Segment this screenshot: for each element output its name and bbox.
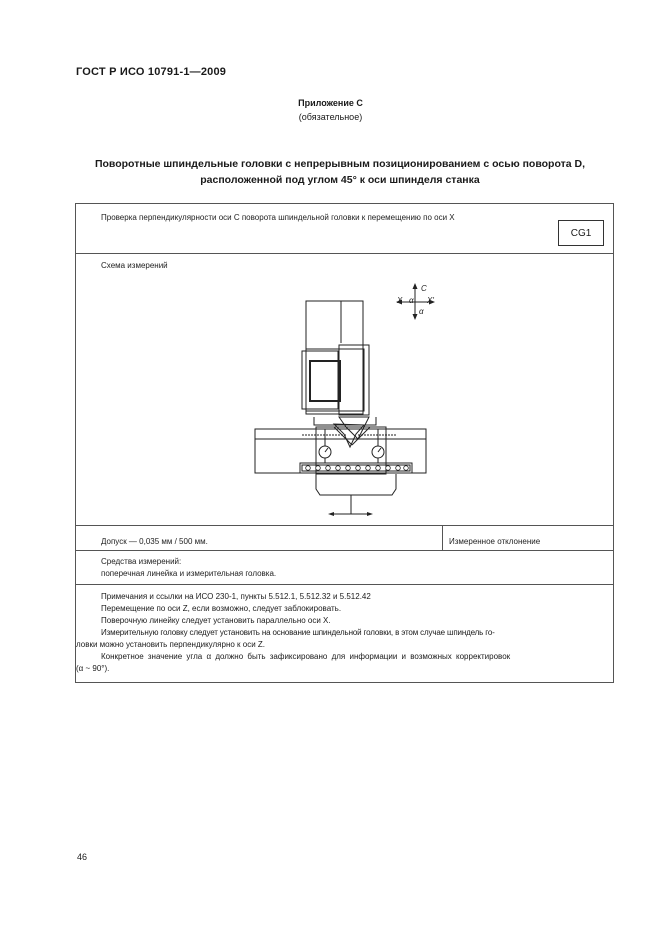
notes-block [76,591,601,675]
standard-header: ГОСТ Р ИСО 10791-1—2009 [76,66,227,78]
check-table [75,203,614,683]
note-line: Перемещение по оси Z, если возможно, следует заблокировать. [101,604,342,613]
instruments-title: Средства измерений: [101,557,182,566]
note-line: Конкретное значение угла α должно быть зафиксировано для информации и возможных корректировок [101,652,511,661]
table-divider [76,525,613,526]
note-line: Примечания и ссылки на ИСО 230-1, пункты 5.512.1, 5.512.32 и 5.512.42 [101,592,371,601]
table-divider [76,550,613,551]
note-line: Измерительную головку следует установить на основание шпиндельной головки, в этом случае шпиндель го- [101,628,495,637]
table-divider [76,584,613,585]
section-title [60,156,620,188]
note-line: (α ~ 90°). [76,664,110,673]
check-code-box: CG1 [558,220,604,246]
note-line: Поверочную линейку следует установить параллельно оси X. [101,616,331,625]
measurement-scheme-drawing [246,299,446,519]
measured-deviation-label: Измеренное отклонение [449,537,541,546]
table-column-divider [442,525,443,550]
page-number: 46 [77,852,88,862]
table-divider [76,253,613,254]
scheme-label: Схема измерений [101,261,168,270]
alpha-bottom-label: α [419,307,424,316]
axis-c-label: C [421,284,427,293]
alpha-left-label: α [409,296,414,305]
annex-subtitle: (обязательное) [298,112,363,122]
section-title-line-1: Поворотные шпиндельные головки с непрерывным позиционированием с осью поворота D, [94,158,586,170]
section-title-line-2: расположенной под углом 45° к оси шпинделя станка [200,174,480,186]
axis-x-label: X [397,296,403,305]
instruments-text: поперечная линейка и измерительная головка. [101,569,277,578]
tolerance-text: Допуск — 0,035 мм / 500 мм. [101,537,208,546]
annex-heading [0,96,661,124]
annex-title: Приложение С [298,98,363,108]
axis-x-prime-label: X' [427,296,434,305]
check-description: Проверка перпендикулярности оси C поворота шпиндельной головки к перемещению по оси X [101,213,455,222]
note-line: ловки можно установить перпендикулярно к оси Z. [76,640,266,649]
